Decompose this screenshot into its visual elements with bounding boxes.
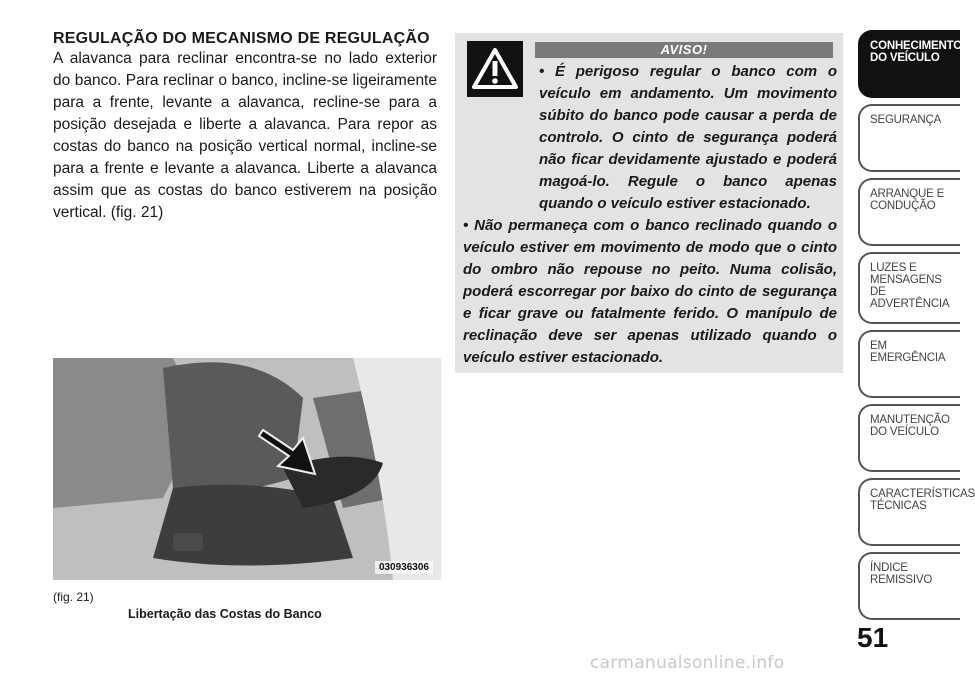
section-body: A alavanca para reclinar encontra-se no lado exterior do banco. Para reclinar o banco, incline-se ligeiramente para a frente, levante a alavanca, recline-se para a posição desejada e liberte a alavanca. Para repor as costas do banco na posição vertical normal, incline-se para a frente e levante a alavanca. Liberte a alavanca assim que as costas do banco estiverem na posição vertical. (fig. 21) bbox=[53, 50, 437, 221]
warning-text bbox=[463, 61, 837, 369]
chapter-tabs bbox=[858, 30, 975, 626]
tab-em-emergencia[interactable]: EM EMERGÊNCIA bbox=[858, 330, 960, 398]
tab-seguranca[interactable]: SEGURANÇA bbox=[858, 104, 960, 172]
text-column bbox=[53, 30, 437, 224]
warning-box bbox=[455, 33, 843, 373]
page-number: 51 bbox=[857, 622, 889, 653]
tab-conhecimento-do-veiculo[interactable]: CONHECIMENTO DO VEÍCULO bbox=[858, 30, 960, 98]
warning-paragraph-2: • Não permaneça com o banco reclinado quando o veículo estiver em movimento de modo que o cinto do ombro não repouse no peito. Numa colisão, poderá escorregar por baixo do cinto de segurança e ficar grave ou fatalmente ferido. O manípulo de reclinação deve ser apenas utilizado quando o veículo estiver estacionado. bbox=[463, 217, 837, 366]
tab-indice-remissivo[interactable]: ÍNDICE REMISSIVO bbox=[858, 552, 960, 620]
figure-caption: Libertação das Costas do Banco bbox=[128, 607, 322, 621]
warning-header: AVISO! bbox=[535, 42, 833, 58]
tab-manutencao-do-veiculo[interactable]: MANUTENÇÃO DO VEÍCULO bbox=[858, 404, 960, 472]
tab-luzes-e-mensagens[interactable]: LUZES E MENSAGENS DE ADVERTÊNCIA bbox=[858, 252, 960, 324]
seat-figure bbox=[53, 358, 441, 580]
tab-arranque-e-conducao[interactable]: ARRANQUE E CONDUÇÃO bbox=[858, 178, 960, 246]
warning-paragraph-1: • É perigoso regular o banco com o veículo em andamento. Um movimento súbito do banco pode causar a perda de controlo. O cinto de segurança poderá não ficar devidamente ajustado e poderá magoá-lo. Regule o banco apenas quando o veículo estiver estacionado. bbox=[539, 63, 837, 212]
figure-label: (fig. 21) bbox=[53, 590, 94, 604]
section-title: REGULAÇÃO DO MECANISMO DE REGULAÇÃO bbox=[53, 30, 430, 47]
watermark: carmanualsonline.info bbox=[590, 653, 785, 673]
seat-photo bbox=[53, 358, 441, 580]
figure-code: 030936306 bbox=[375, 561, 433, 574]
tab-caracteristicas-tecnicas[interactable]: CARACTERÍSTICAS TÉCNICAS bbox=[858, 478, 960, 546]
